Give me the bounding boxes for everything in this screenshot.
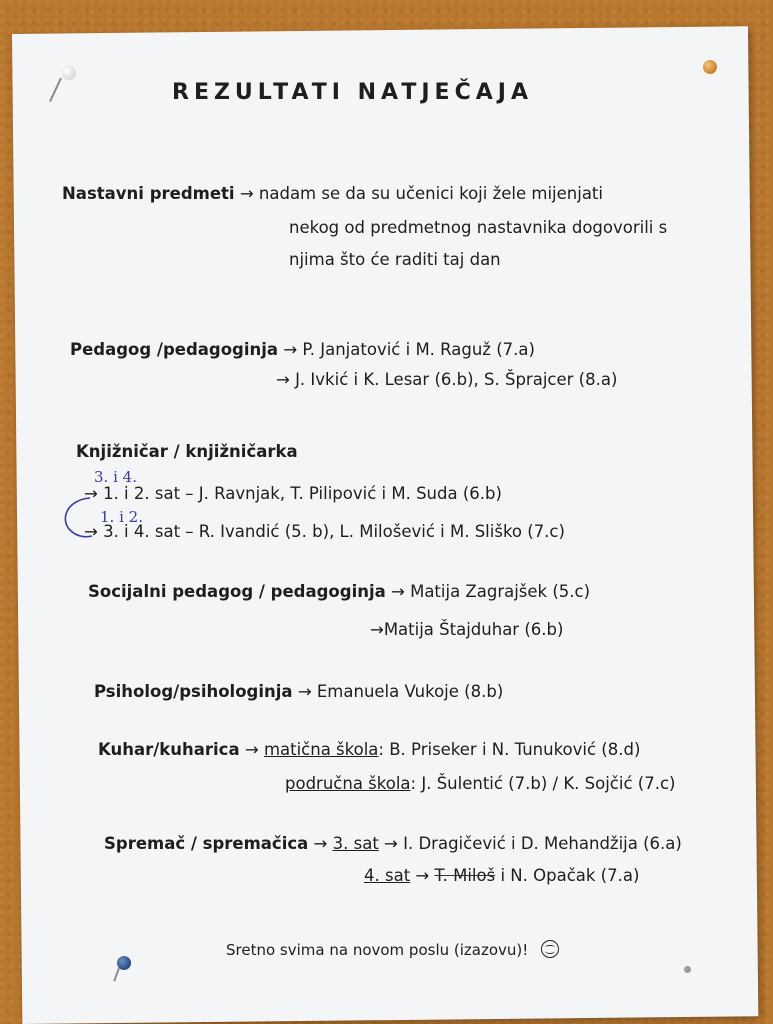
spremac-sat4-rest: i N. Opačak (7.a): [495, 866, 640, 885]
nastavni-line2: nekog od predmetnog nastavnika dogovorili s: [289, 218, 668, 237]
socijalni-line2: →Matija Štajduhar (6.b): [370, 620, 564, 639]
knjiznicar-line2: → 3. i 4. sat – R. Ivandić (5. b), L. Milošević i M. Sliško (7.c): [84, 522, 565, 541]
pedagog-label: Pedagog /pedagoginja: [70, 340, 279, 359]
kuhar-podrucna: područna škola: [285, 774, 411, 793]
spremac-sat4-struck: T. Miloš: [434, 866, 496, 885]
spremac-sat3: 3. sat: [332, 834, 379, 853]
pushpin-icon: [703, 60, 717, 74]
handwritten-note: 3. i 4.: [94, 468, 137, 486]
spremac-arrow: →: [313, 834, 328, 853]
kuhar-maticna: matična škola: [263, 740, 379, 759]
kuhar-label: Kuhar/kuharica: [98, 740, 240, 759]
kuhar-maticna-rest: : B. Priseker i N. Tunuković (8.d): [378, 740, 641, 759]
nastavni-row: [62, 184, 603, 203]
pedagog-row: [70, 340, 535, 359]
kuhar-arrow: →: [244, 740, 259, 759]
spremac-sat4-row: [364, 866, 639, 885]
socijalni-row: [88, 582, 590, 601]
nastavni-line1: → nadam se da su učenici koji žele mijenjati: [239, 184, 603, 203]
pushpin-icon: [62, 66, 76, 80]
spremac-sat3-rest: → I. Dragičević i D. Mehandžija (6.a): [384, 834, 682, 853]
nastavni-line3: njima što će raditi taj dan: [289, 250, 501, 269]
pushpin-icon: [684, 966, 691, 973]
pedagog-line2: → J. Ivkić i K. Lesar (6.b), S. Šprajcer (8.a): [276, 370, 618, 389]
page-title: REZULTATI NATJEČAJA: [172, 80, 533, 105]
closing-text: Sretno svima na novom poslu (izazovu)!: [226, 941, 529, 959]
handwritten-swap-arrow-icon: [58, 494, 98, 544]
nastavni-label: Nastavni predmeti: [62, 184, 235, 203]
psiholog-row: [94, 682, 503, 701]
psiholog-label: Psiholog/psihologinja: [94, 682, 293, 701]
handwritten-note: 1. i 2.: [100, 508, 143, 526]
spremac-sat4-arrow: →: [415, 866, 430, 885]
knjiznicar-label: Knjižničar / knjižničarka: [76, 442, 298, 461]
smiley-icon: [541, 940, 559, 958]
pedagog-line1: → P. Janjatović i M. Raguž (7.a): [283, 340, 535, 359]
spremac-label: Spremač / spremačica: [104, 834, 309, 853]
closing-row: [226, 940, 559, 959]
socijalni-line1: → Matija Zagrajšek (5.c): [391, 582, 591, 601]
spremac-sat4: 4. sat: [364, 866, 411, 885]
kuhar-podrucna-row: [285, 774, 675, 793]
socijalni-label: Socijalni pedagog / pedagoginja: [88, 582, 386, 601]
kuhar-podrucna-rest: : J. Šulentić (7.b) / K. Sojčić (7.c): [410, 774, 676, 793]
spremac-row: [104, 834, 682, 853]
kuhar-row: [98, 740, 640, 759]
psiholog-line1: → Emanuela Vukoje (8.b): [297, 682, 504, 701]
knjiznicar-line1: → 1. i 2. sat – J. Ravnjak, T. Pilipović i M. Suda (6.b): [84, 484, 502, 503]
